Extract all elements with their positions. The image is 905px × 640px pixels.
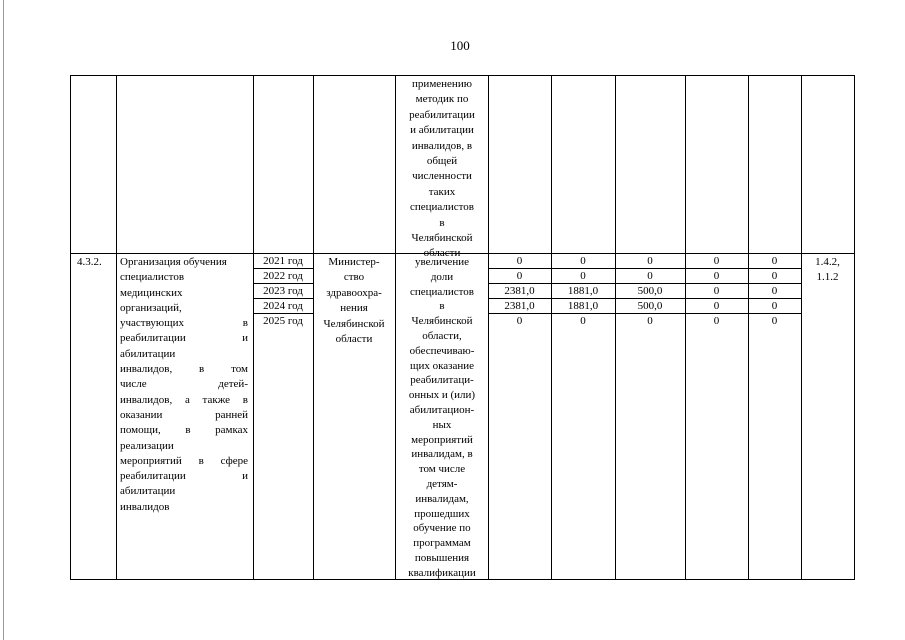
indicator-text: увеличение доли специалистов в Челябинской области, обеспечиваю- щих оказание реабилитаци- онных и (или) абилитацион- ных мероприятий инвалидам, в том числе детям- инвалидам, прошедших обучение по программам повышения квалификации [408, 256, 476, 579]
value-cell: 0 [771, 270, 778, 282]
value-cell: 0 [771, 315, 778, 327]
value-cell: 0 [713, 315, 720, 327]
event-text: Организация обучения специалистов медицинских организаций, участвующих в реабилитации и абилитации инвалидов, в том числе детей- инвалидов, а также в оказании ранней помощи, в рамках реализации мероприятий в сфере реабилитации и абилитации инвалидов [120, 256, 248, 513]
value-cell: 0 [580, 315, 586, 327]
value-cell: 0 [647, 255, 653, 267]
value-cell: 0 [516, 315, 523, 327]
value-cell: 0 [647, 315, 653, 327]
value-cell: 0 [580, 255, 586, 267]
value-cell: 0 [771, 285, 778, 297]
row-number: 4.3.2. [77, 256, 102, 268]
executor-text: Министер- ство здравоохра- нения Челябинской области [323, 256, 385, 346]
value-cell: 0 [516, 270, 523, 282]
value-cell: 0 [713, 255, 720, 267]
value-cell: 0 [771, 255, 778, 267]
value-cell: 0 [713, 300, 720, 312]
links-cell: 1.4.2, 1.1.2 [815, 256, 840, 284]
col-rule [70, 75, 71, 580]
value-cell: 0 [713, 270, 720, 282]
value-cell: 1881,0 [567, 285, 599, 297]
value-cell: 500,0 [637, 285, 663, 297]
value-cell: 500,0 [637, 300, 663, 312]
year-cell: 2022 год [263, 270, 303, 282]
year-cell: 2023 год [263, 285, 303, 297]
prev-indicator-text: применению методик по реабилитации и абилитации инвалидов, в общей численности таких специалистов в Челябинской области [409, 78, 475, 260]
value-cell: 2381,0 [504, 300, 535, 312]
col-rule [116, 75, 117, 580]
year-cell: 2021 год [263, 255, 303, 267]
col-rule [854, 75, 855, 580]
value-cell: 0 [580, 270, 586, 282]
value-cell: 2381,0 [504, 285, 535, 297]
value-cell: 0 [713, 285, 720, 297]
year-cell: 2024 год [263, 300, 303, 312]
table-top-rule [70, 75, 854, 76]
value-cell: 0 [647, 270, 653, 282]
year-cell: 2025 год [263, 315, 303, 327]
value-cell: 1881,0 [567, 300, 599, 312]
page-number: 100 [450, 38, 470, 53]
value-cell: 0 [771, 300, 778, 312]
col-rule [801, 75, 802, 580]
value-cell: 0 [516, 255, 523, 267]
